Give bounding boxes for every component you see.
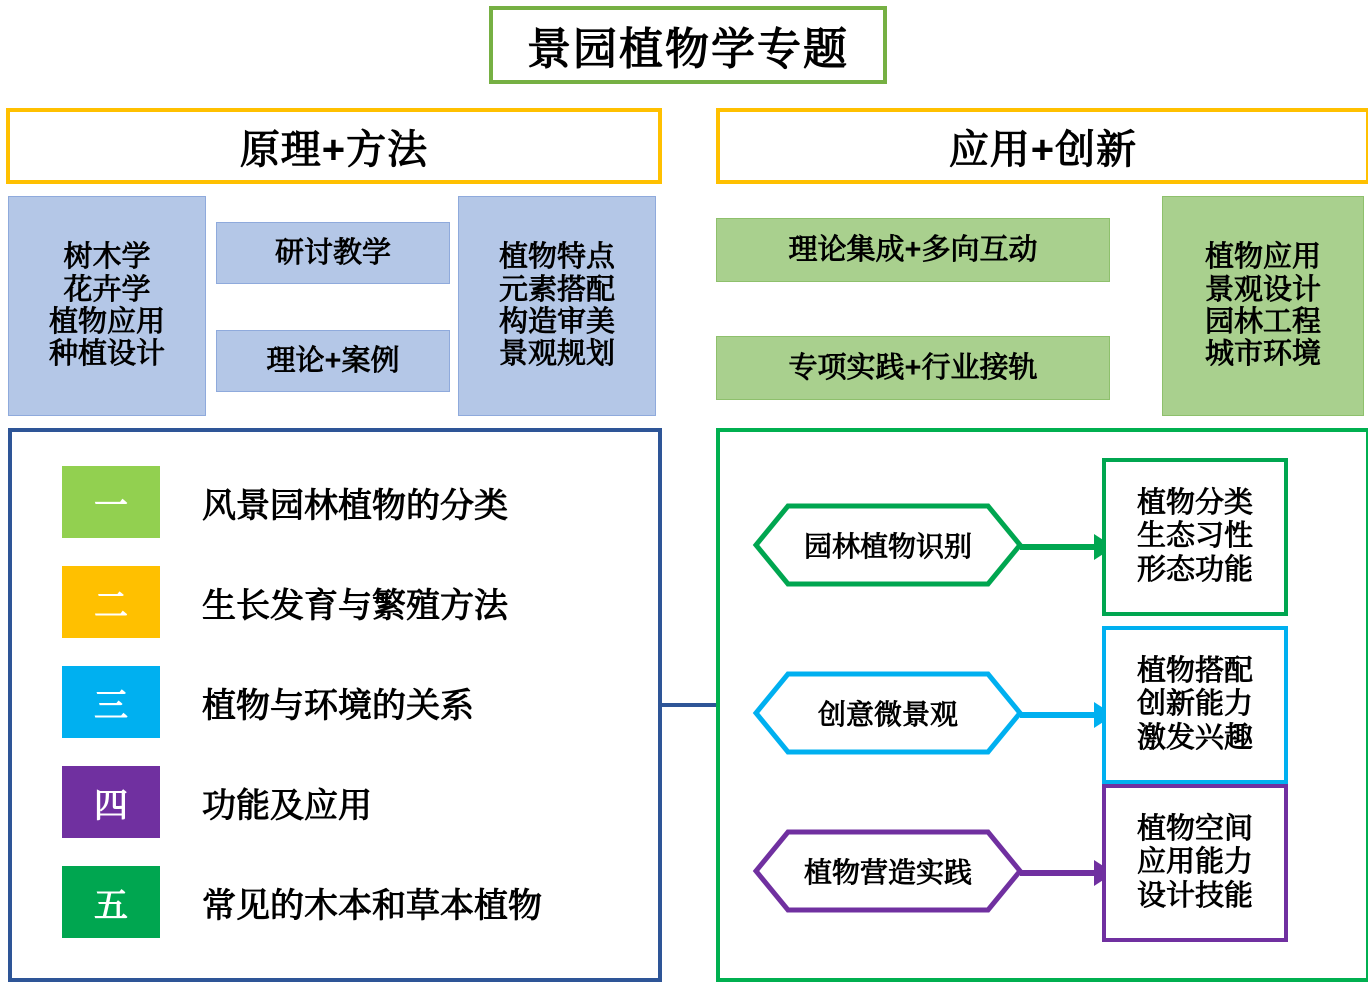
tag-line: 种植设计	[48, 338, 165, 371]
left-tag-subjects	[8, 196, 206, 416]
flow-activity-label: 植物营造实践	[803, 857, 972, 888]
tag-line: 元素搭配	[498, 273, 615, 306]
outcome-line: 植物搭配	[1136, 655, 1253, 688]
tag-line: 植物应用	[48, 306, 165, 338]
chapter-label: 常见的木本和草本植物	[202, 886, 542, 925]
outcome-line: 创新能力	[1136, 688, 1253, 721]
chapter-label: 风景园林植物的分类	[202, 486, 508, 525]
chapter-number-badge: 三	[62, 666, 160, 738]
left-tag-theory-case	[216, 330, 450, 392]
left-tag-seminar	[216, 222, 450, 284]
chapter-row	[62, 766, 372, 838]
tag-line: 景观设计	[1204, 273, 1321, 306]
outcome-line: 设计技能	[1136, 879, 1253, 912]
tag-line: 专项实践+行业接轨	[788, 351, 1038, 384]
flow-outcome-box-2	[1102, 626, 1288, 784]
tag-line: 理论集成+多向互动	[788, 233, 1038, 266]
chapter-number-badge: 一	[62, 466, 160, 538]
right-tag-theory-integration	[716, 218, 1110, 282]
outcome-line: 形态功能	[1136, 553, 1253, 586]
chapter-number-badge: 四	[62, 766, 160, 838]
outcome-line: 激发兴趣	[1136, 721, 1253, 754]
left-tag-plant-features	[458, 196, 656, 416]
right-tag-applications	[1162, 196, 1364, 416]
outcome-line: 生态习性	[1136, 520, 1253, 553]
chapter-label: 生长发育与繁殖方法	[202, 586, 508, 625]
flow-activity-label: 创意微景观	[817, 699, 958, 730]
tag-line: 树木学	[63, 241, 151, 274]
right-panel-flows	[716, 428, 1368, 982]
chapter-row	[62, 666, 474, 738]
tag-line: 植物特点	[498, 241, 615, 274]
panel-connector-line	[654, 703, 716, 707]
page-title: 景园植物学专题	[489, 6, 887, 84]
chapter-number-badge: 五	[62, 866, 160, 938]
tag-line: 研讨教学	[274, 236, 391, 269]
chapter-label: 植物与环境的关系	[202, 686, 474, 725]
left-panel-chapters	[8, 428, 662, 982]
tag-line: 城市环境	[1204, 338, 1321, 371]
outcome-line: 植物空间	[1136, 813, 1253, 846]
tag-line: 理论+案例	[266, 344, 400, 377]
chapter-row	[62, 566, 508, 638]
outcome-line: 植物分类	[1136, 487, 1253, 520]
tag-line: 植物应用	[1204, 241, 1321, 274]
flow-activity-hexagon-2	[752, 670, 1024, 756]
flow-activity-hexagon-3	[752, 828, 1024, 914]
chapter-number-badge: 二	[62, 566, 160, 638]
tag-line: 园林工程	[1204, 306, 1321, 338]
flow-outcome-box-3	[1102, 784, 1288, 942]
left-column-header: 原理+方法	[6, 108, 662, 184]
right-column-header: 应用+创新	[716, 108, 1368, 184]
tag-line: 构造审美	[498, 306, 615, 338]
tag-line: 景观规划	[498, 338, 615, 371]
tag-line: 花卉学	[63, 273, 151, 306]
chapter-row	[62, 866, 542, 938]
flow-activity-label: 园林植物识别	[803, 531, 972, 562]
flow-activity-hexagon-1	[752, 502, 1024, 588]
outcome-line: 应用能力	[1136, 846, 1253, 879]
chapter-label: 功能及应用	[202, 786, 372, 825]
chapter-row	[62, 466, 508, 538]
flow-outcome-box-1	[1102, 458, 1288, 616]
right-tag-practice-industry	[716, 336, 1110, 400]
